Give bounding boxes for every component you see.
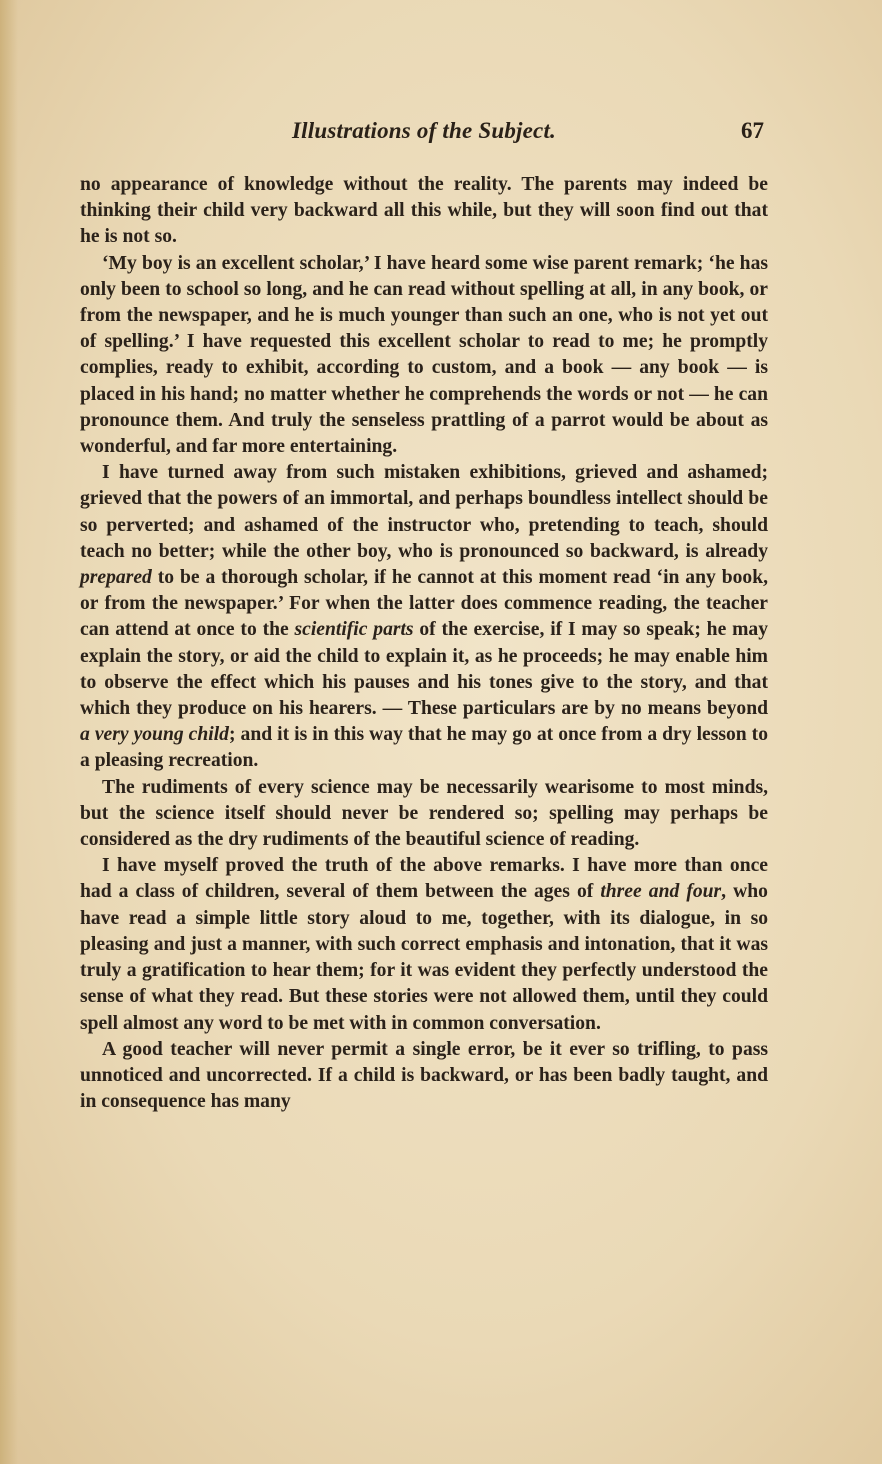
text-run: to be a thorough scholar, if he cannot at this moment read ‘in any book, or from the newspaper.’ For when the latter does commence reading, the teacher can attend at once to the [80, 567, 768, 641]
page-header [80, 118, 768, 150]
text-run: , who have read a simple little story aloud to me, together, with its dialogue, in so pleasing and just a manner, with such correct emphasis and intonation, that it was truly a gratification to hear them; for it was evident they perfectly understood the sense of what they read. But these stories were not allowed them, until they could spell almost any word to be met with in common conversation. [80, 881, 768, 1034]
text-run: The rudiments of every science may be necessarily wearisome to most minds, but the science itself should never be rendered so; spelling may perhaps be considered as the dry rudiments of the beautiful science of reading. [80, 776, 768, 851]
page-number: 67 [741, 118, 764, 143]
italic-phrase: three and four [600, 881, 722, 903]
running-title: Illustrations of the Subject. [292, 118, 556, 143]
text-run: I have turned away from such mistaken exhibitions, grieved and ashamed; grieved that the powers of an immortal, and perhaps boundless intellect should be so perverted; and ashamed of the instructor who, pretending to teach, should teach no better; while the other boy, who is pronounced so backward, is already [80, 462, 768, 562]
italic-phrase: prepared [80, 567, 152, 589]
italic-phrase: scientific parts [294, 619, 414, 641]
paragraph [80, 853, 768, 1036]
italic-phrase: a very young child [80, 724, 229, 746]
text-run: ; and it is in this way that he may go at once from a dry lesson to a pleasing recreation. [80, 724, 768, 772]
paragraph [80, 775, 768, 854]
paragraph [80, 172, 768, 251]
page-edge-shadow [0, 0, 18, 1464]
text-run: of the exercise, if I may so speak; he may explain the story, or aid the child to explain it, as he proceeds; he may enable him to observe the effect which his pauses and his tones give to the story, and that which they produce on his hearers. — These particulars are by no means beyond [80, 619, 769, 720]
text-run: no appearance of knowledge without the reality. The parents may indeed be thinking their child very backward all this while, but they will soon find out that he is not so. [80, 174, 768, 248]
text-run: I have myself proved the truth of the above remarks. I have more than once had a class of children, several of them between the ages of [80, 855, 768, 903]
text-run: A good teacher will never permit a single error, be it ever so trifling, to pass unnoticed and uncorrected. If a child is backward, or has been badly taught, and in consequence has many [80, 1038, 768, 1113]
body-text [80, 172, 768, 1115]
paragraph [80, 251, 768, 461]
paragraph [80, 1037, 768, 1116]
text-run: ‘My boy is an excellent scholar,’ I have heard some wise parent remark; ‘he has only been to school so long, and he can read without spelling at all, in any book, or from the newspaper, and he is much younger than such an one, who is not yet out of spelling.’ I have requested this excellent scholar to read to me; he promptly complies, ready to exhibit, according to custom, and a book — any book — is placed in his hand; no matter whether he comprehends the words or not — he can pronounce them. And truly the senseless prattling of a parrot would be about as wonderful, and far more entertaining. [80, 252, 768, 458]
paragraph [80, 460, 768, 774]
